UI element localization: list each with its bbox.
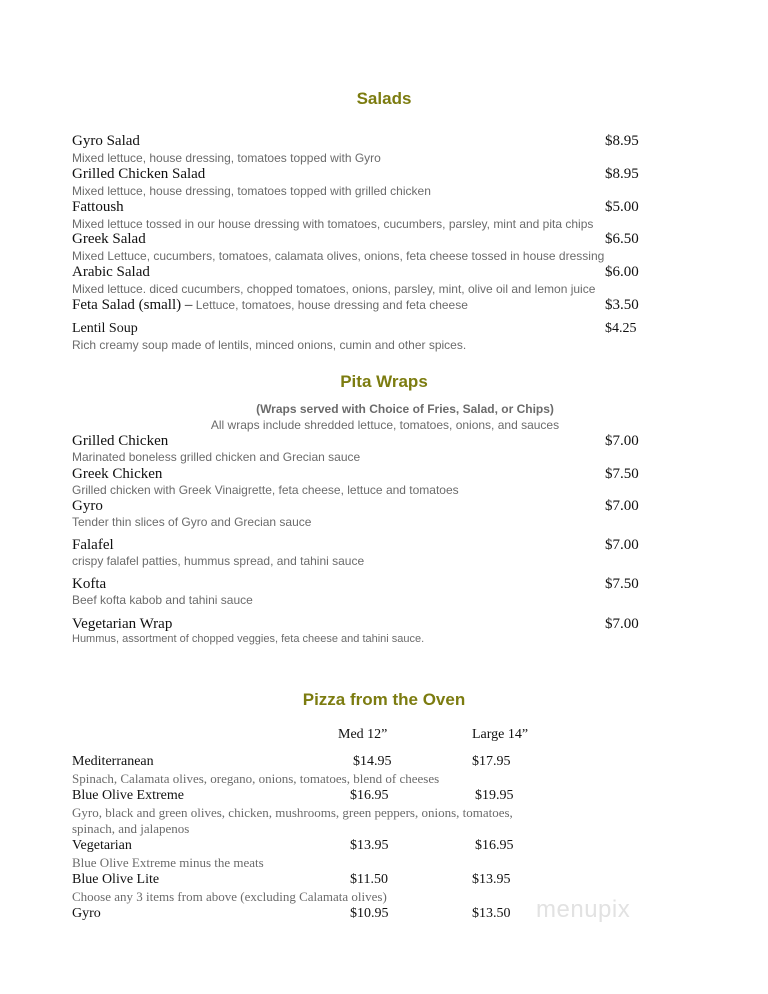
salad-feta-line — [72, 297, 468, 314]
soup-price-lentil: $4.25 — [605, 321, 637, 336]
salad-name-grilled-chicken: Grilled Chicken Salad — [72, 166, 206, 182]
pizza-col-large: Large 14” — [472, 727, 529, 742]
salad-desc-fattoush: Mixed lettuce tossed in our house dressing with tomatoes, cucumbers, parsley, mint and pita chips — [72, 217, 594, 231]
pizza-large-mediterranean: $17.95 — [472, 754, 511, 769]
wrap-desc-kofta: Beef kofta kabob and tahini sauce — [72, 593, 253, 607]
wrap-name-gyro: Gyro — [72, 498, 103, 514]
wraps-note-bold: (Wraps served with Choice of Fries, Salad, or Chips) — [256, 402, 554, 416]
wrap-name-kofta: Kofta — [72, 576, 107, 592]
pizza-med-blue-olive-extreme: $16.95 — [350, 788, 389, 803]
salad-name-arabic: Arabic Salad — [72, 264, 150, 280]
pizza-name-blue-olive-extreme: Blue Olive Extreme — [72, 788, 184, 803]
wrap-desc-grilled-chicken: Marinated boneless grilled chicken and Grecian sauce — [72, 450, 361, 464]
soup-name-lentil: Lentil Soup — [72, 321, 138, 336]
wrap-desc-vegetarian: Hummus, assortment of chopped veggies, feta cheese and tahini sauce. — [72, 633, 425, 645]
salad-name-fattoush: Fattoush — [72, 199, 124, 215]
pizza-large-gyro: $13.50 — [472, 906, 511, 921]
wrap-price-greek-chicken: $7.50 — [605, 466, 639, 482]
salad-price-greek: $6.50 — [605, 231, 639, 247]
pizza-desc-mediterranean: Spinach, Calamata olives, oregano, onions, tomatoes, blend of cheeses — [72, 771, 440, 786]
salads-title: Salads — [356, 89, 412, 108]
salad-desc-greek: Mixed Lettuce, cucumbers, tomatoes, calamata olives, onions, feta cheese tossed in house dressing — [72, 249, 605, 263]
pizza-desc-blue-olive-lite: Choose any 3 items from above (excluding Calamata olives) — [72, 889, 387, 904]
wrap-name-vegetarian: Vegetarian Wrap — [72, 616, 173, 632]
pizza-med-vegetarian: $13.95 — [350, 838, 389, 853]
salad-name-feta: Feta Salad (small) – — [72, 297, 193, 313]
wrap-desc-gyro: Tender thin slices of Gyro and Grecian sauce — [72, 515, 312, 529]
pizza-name-gyro: Gyro — [72, 906, 101, 921]
wrap-name-falafel: Falafel — [72, 537, 114, 553]
pizza-med-mediterranean: $14.95 — [353, 754, 392, 769]
pizza-col-med: Med 12” — [338, 727, 388, 742]
wrap-desc-falafel: crispy falafel patties, hummus spread, and tahini sauce — [72, 554, 365, 568]
wrap-name-greek-chicken: Greek Chicken — [72, 466, 163, 482]
salad-price-gyro: $8.95 — [605, 133, 639, 149]
pizza-desc-blue-olive-extreme-1: Gyro, black and green olives, chicken, mushrooms, green peppers, onions, tomatoes, — [72, 805, 513, 820]
wrap-price-grilled-chicken: $7.00 — [605, 433, 639, 449]
pizza-med-gyro: $10.95 — [350, 906, 389, 921]
wraps-title: Pita Wraps — [340, 372, 428, 391]
pizza-name-mediterranean: Mediterranean — [72, 754, 154, 769]
wrap-desc-greek-chicken: Grilled chicken with Greek Vinaigrette, feta cheese, lettuce and tomatoes — [72, 483, 459, 497]
salad-desc-grilled-chicken: Mixed lettuce, house dressing, tomatoes topped with grilled chicken — [72, 184, 431, 198]
salad-price-fattoush: $5.00 — [605, 199, 639, 215]
pizza-desc-blue-olive-extreme-2: spinach, and jalapenos — [72, 821, 190, 836]
pizza-large-blue-olive-lite: $13.95 — [472, 872, 511, 887]
pizza-large-blue-olive-extreme: $19.95 — [475, 788, 514, 803]
wrap-price-vegetarian: $7.00 — [605, 616, 639, 632]
menupix-watermark: menupix — [536, 896, 631, 923]
pizza-name-blue-olive-lite: Blue Olive Lite — [72, 872, 160, 887]
pizza-med-blue-olive-lite: $11.50 — [350, 872, 388, 887]
salad-name-greek: Greek Salad — [72, 231, 146, 247]
pizza-title: Pizza from the Oven — [302, 690, 466, 709]
soup-desc-lentil: Rich creamy soup made of lentils, minced onions, cumin and other spices. — [72, 338, 467, 352]
salad-price-grilled-chicken: $8.95 — [605, 166, 639, 182]
pizza-desc-vegetarian: Blue Olive Extreme minus the meats — [72, 855, 264, 870]
salad-desc-feta: Lettuce, tomatoes, house dressing and feta cheese — [192, 298, 468, 312]
salad-price-feta: $3.50 — [605, 297, 639, 313]
salad-name-gyro: Gyro Salad — [72, 133, 140, 149]
wraps-note: All wraps include shredded lettuce, tomatoes, onions, and sauces — [210, 418, 560, 432]
wrap-price-kofta: $7.50 — [605, 576, 639, 592]
pizza-large-vegetarian: $16.95 — [475, 838, 514, 853]
salad-price-arabic: $6.00 — [605, 264, 639, 280]
wrap-price-falafel: $7.00 — [605, 537, 639, 553]
wrap-name-grilled-chicken: Grilled Chicken — [72, 433, 169, 449]
salad-desc-gyro: Mixed lettuce, house dressing, tomatoes topped with Gyro — [72, 151, 381, 165]
pizza-name-vegetarian: Vegetarian — [72, 838, 132, 853]
wrap-price-gyro: $7.00 — [605, 498, 639, 514]
salad-desc-arabic: Mixed lettuce. diced cucumbers, chopped tomatoes, onions, parsley, mint, olive oil and lemon juice — [72, 282, 596, 296]
